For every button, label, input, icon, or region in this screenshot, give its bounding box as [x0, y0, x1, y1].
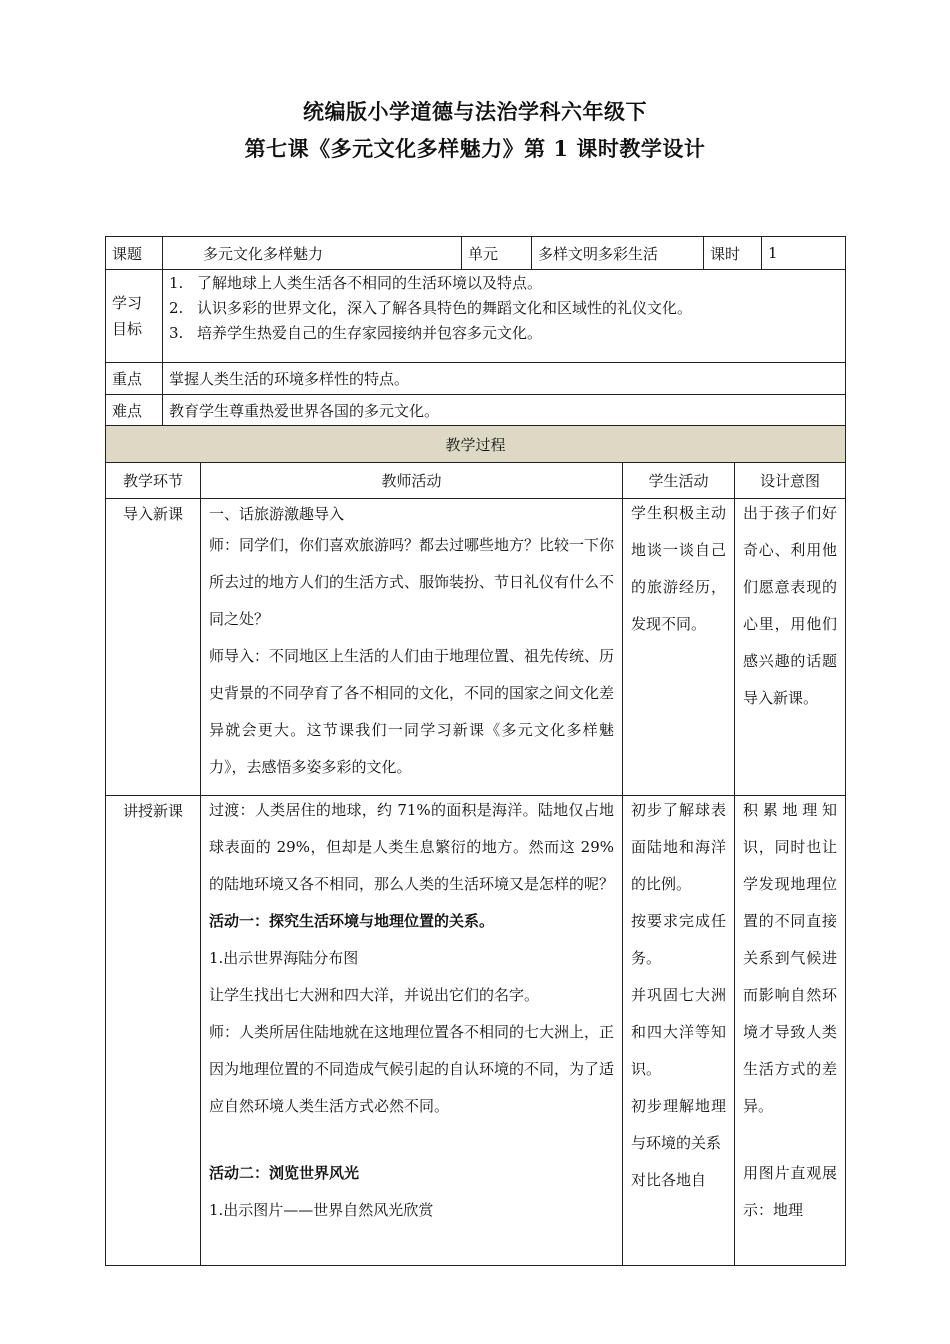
key-point-value: 掌握人类生活的环境多样性的特点。 [163, 363, 846, 395]
goal-item: 1. 了解地球上人类生活各不相同的生活环境以及特点。 [169, 274, 543, 292]
teaching-process-table [105, 425, 846, 1266]
header-student: 学生活动 [623, 463, 735, 499]
intro-paragraph: 师导入：不同地区上生活的人们由于地理位置、祖先传统、历史背景的不同孕育了各不相同的文化，不同的国家之间文化差异就会更大。这节课我们一同学习新课《多元文化多样魅力》，去感悟多姿多彩的文化。 [209, 647, 615, 776]
lesson-teacher-activity [201, 796, 623, 1266]
lesson-step: 让学生找出七大洲和四大洋，并说出它们的名字。 [209, 986, 540, 1004]
intro-stage: 导入新课 [106, 499, 201, 796]
topic-value: 多元文化多样魅力 [163, 237, 462, 270]
goal-item: 2. 认识多彩的世界文化，深入了解各具特色的舞蹈文化和区域性的礼仪文化。 [169, 299, 693, 317]
difficulty-label: 难点 [106, 395, 163, 427]
difficulty-value: 教育学生尊重热爱世界各国的多元文化。 [163, 395, 846, 427]
key-point-label: 重点 [106, 363, 163, 395]
intro-teacher-activity [201, 499, 623, 796]
lesson-step: 1.出示世界海陆分布图 [209, 949, 359, 967]
activity-two-title: 活动二：浏览世界风光 [209, 1164, 360, 1182]
goals-label-line-1: 学习 [112, 294, 143, 312]
header-teacher: 教师活动 [201, 463, 623, 499]
header-stage: 教学环节 [106, 463, 201, 499]
period-label: 课时 [704, 237, 762, 270]
goal-item: 3. 培养学生热爱自己的生存家园接纳并包容多元文化。 [169, 324, 543, 342]
intro-heading: 一、话旅游激趣导入 [209, 505, 345, 523]
intro-design-intent: 出于孩子们好奇心、利用他们愿意表现的心里，用他们感兴趣的话题导入新课。 [735, 499, 846, 796]
lesson-info-table [105, 236, 846, 427]
lesson-stage: 讲授新课 [106, 796, 201, 1266]
lesson-paragraph: 过渡：人类居住的地球，约 71%的面积是海洋。陆地仅占地球表面的 29%，但却是人类生息繁衍的地方。然而这 29%的陆地环境又各不相同，那么人类的生活环境又是怎样的呢？ [209, 801, 615, 893]
goals-list [163, 270, 846, 363]
lesson-student-activity: 初步了解球表面陆地和海洋的比例。 按要求完成任务。 并巩固七大洲和四大洋等知识。 初步理解地理与环境的关系 对比各地自 [623, 796, 735, 1266]
unit-value: 多样文明多彩生活 [532, 237, 704, 270]
goals-label-line-2: 目标 [112, 320, 143, 338]
lesson-design-intent: 积累地理知识，同时也让学发现地理位置的不同直接关系到气候进而影响自然环境才导致人类生活方式的差异。 用图片直观展示：地理 [735, 796, 846, 1266]
unit-label: 单元 [462, 237, 532, 270]
process-band: 教学过程 [106, 426, 846, 463]
period-value: 1 [762, 237, 846, 270]
lesson-paragraph: 师：人类所居住陆地就在这地理位置各不相同的七大洲上，正因为地理位置的不同造成气候引起的自认环境的不同，为了适应自然环境人类生活方式必然不同。 [209, 1023, 615, 1115]
activity-one-title: 活动一：探究生活环境与地理位置的关系。 [209, 912, 495, 930]
document-title-line-1: 统编版小学道德与法治学科六年级下 [303, 99, 647, 124]
header-intent: 设计意图 [735, 463, 846, 499]
intro-paragraph: 师：同学们，你们喜欢旅游吗？都去过哪些地方？比较一下你所去过的地方人们的生活方式、服饰装扮、节日礼仪有什么不同之处？ [209, 536, 615, 628]
document-title-line-2: 第七课《多元文化多样魅力》第 1 课时教学设计 [244, 136, 706, 161]
intro-student-activity: 学生积极主动地谈一谈自己的旅游经历，发现不同。 [623, 499, 735, 796]
topic-label: 课题 [106, 237, 163, 270]
lesson-step: 1.出示图片——世界自然风光欣赏 [209, 1201, 434, 1219]
goals-label [106, 270, 163, 363]
